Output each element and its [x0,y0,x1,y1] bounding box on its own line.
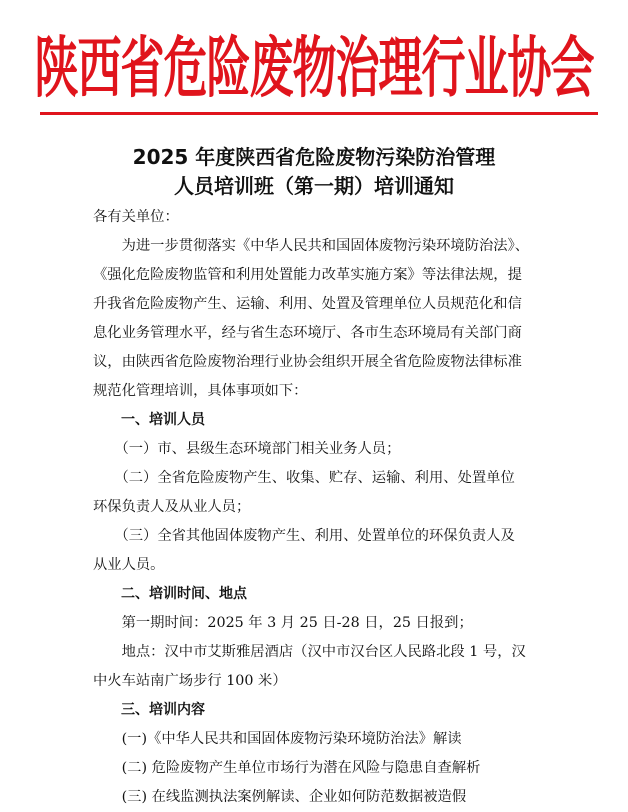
notice-title-line-2: 人员培训班（第一期）培训通知 [174,174,454,198]
section-1-line: （二）全省危险废物产生、收集、贮存、运输、利用、处置单位 [93,470,515,486]
section-1-line: （三）全省其他固体废物产生、利用、处置单位的环保负责人及 [93,528,515,544]
section-1-line: （一）市、县级生态环境部门相关业务人员； [93,441,401,457]
intro-line: 议，由陕西省危险废物治理行业协会组织开展全省危险废物法律标准 [93,354,522,370]
intro-line: 升我省危险废物产生、运输、利用、处置及管理单位人员规范化和信 [93,296,522,312]
section-3-line: (一)《中华人民共和国固体废物污染环境防治法》解读 [93,731,462,747]
section-3-line: (二) 危险废物产生单位市场行为潜在风险与隐患自查解析 [93,760,481,776]
intro-line: 为进一步贯彻落实《中华人民共和国固体废物污染环境防治法》、 [93,238,530,254]
section-1-line: 环保负责人及从业人员； [93,499,251,515]
section-3-line: (三) 在线监测执法案例解读、企业如何防范数据被造假 [93,789,467,805]
letterhead-divider [40,112,598,115]
intro-line: 《强化危险废物监管和利用处置能力改革实施方案》等法律法规，提 [93,267,522,283]
section-2-line: 第一期时间：2025 年 3 月 25 日-28 日，25 日报到； [93,615,473,631]
section-2-heading: 二、培训时间、地点 [93,586,247,602]
section-2-line: 地点：汉中市艾斯雅居酒店（汉中市汉台区人民路北段 1 号，汉 [93,644,526,660]
intro-line: 规范化管理培训，具体事项如下： [93,383,308,399]
intro-line: 息化业务管理水平，经与省生态环境厅、各市生态环境局有关部门商 [93,325,522,341]
section-1-heading: 一、培训人员 [93,412,205,428]
salutation: 各有关单位： [93,209,179,225]
section-3-heading: 三、培训内容 [93,702,205,718]
org-letterhead: 陕西省危险废物治理行业协会 [34,30,594,107]
section-2-line: 中火车站南广场步行 100 米） [93,673,287,689]
section-1-line: 从业人员。 [93,557,165,573]
notice-title-line-1: 2025 年度陕西省危险废物污染防治管理 [132,145,496,169]
